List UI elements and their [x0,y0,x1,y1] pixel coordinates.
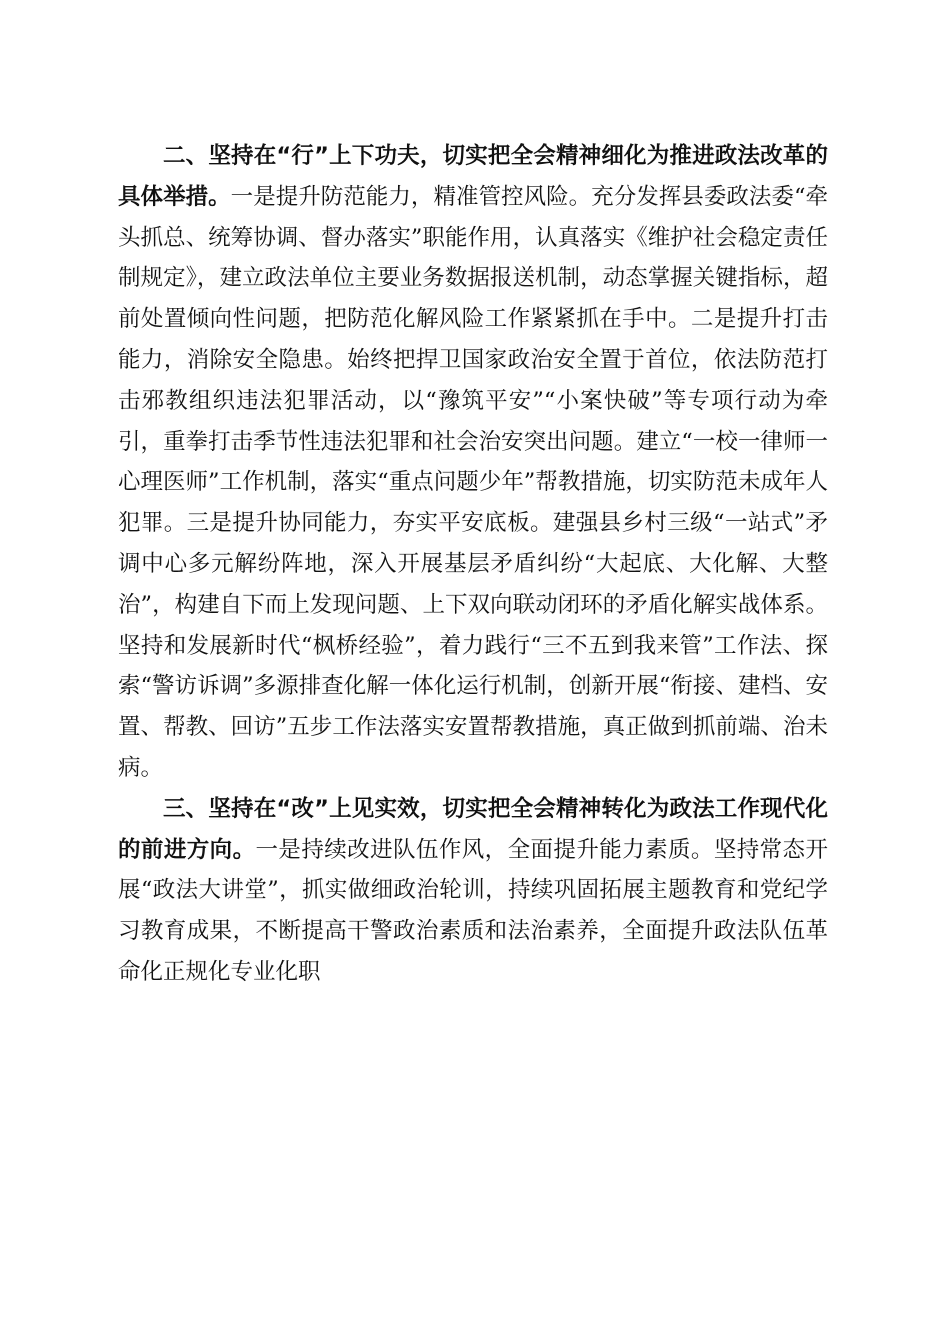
section-three-body: 一是持续改进队伍作风，全面提升能力素质。坚持常态开展“政法大讲堂”，抓实做细政治轮训，持续巩固拓展主题教育和党纪学习教育成果，不断提高干警政治素质和法治素养，全面提升政法队伍革命化正规化专业化职 [118,836,828,985]
paragraph-section-three [118,789,828,993]
section-two-heading: 二、坚持在“行”上下功夫，切实把全会精神细化为推进政法改革的具体举措。 [118,143,828,210]
section-three-heading: 三、坚持在“改”上见实效，切实把全会精神转化为政法工作现代化的前进方向。 [118,795,828,863]
section-two-body: 一是提升防范能力，精准管控风险。充分发挥县委政法委“牵头抓总、统筹协调、督办落实”职能作用，认真落实《维护社会稳定责任制规定》，建立政法单位主要业务数据报送机制，动态掌握关键指标，超前处置倾向性问题，把防范化解风险工作紧紧抓在手中。二是提升打击能力，消除安全隐患。始终把捍卫国家政治安全置于首位，依法防范打击邪教组织违法犯罪活动，以“豫筑平安”“小案快破”等专项行动为牵引，重拳打击季节性违法犯罪和社会治安突出问题。建立“一校一律师一心理医师”工作机制，落实“重点问题少年”帮教措施，切实防范未成年人犯罪。三是提升协同能力，夯实平安底板。建强县乡村三级“一站式”矛调中心多元解纷阵地，深入开展基层矛盾纠纷“大起底、大化解、大整治”，构建自下而上发现问题、上下双向联动闭环的矛盾化解实战体系。坚持和发展新时代“枫桥经验”，着力践行“三不五到我来管”工作法、探索“警访诉调”多源排查化解一体化运行机制，创新开展“衔接、建档、安置、帮教、回访”五步工作法落实安置帮教措施，真正做到抓前端、治未病。 [118,183,828,781]
paragraph-section-two [118,136,828,789]
document-body [118,136,828,993]
